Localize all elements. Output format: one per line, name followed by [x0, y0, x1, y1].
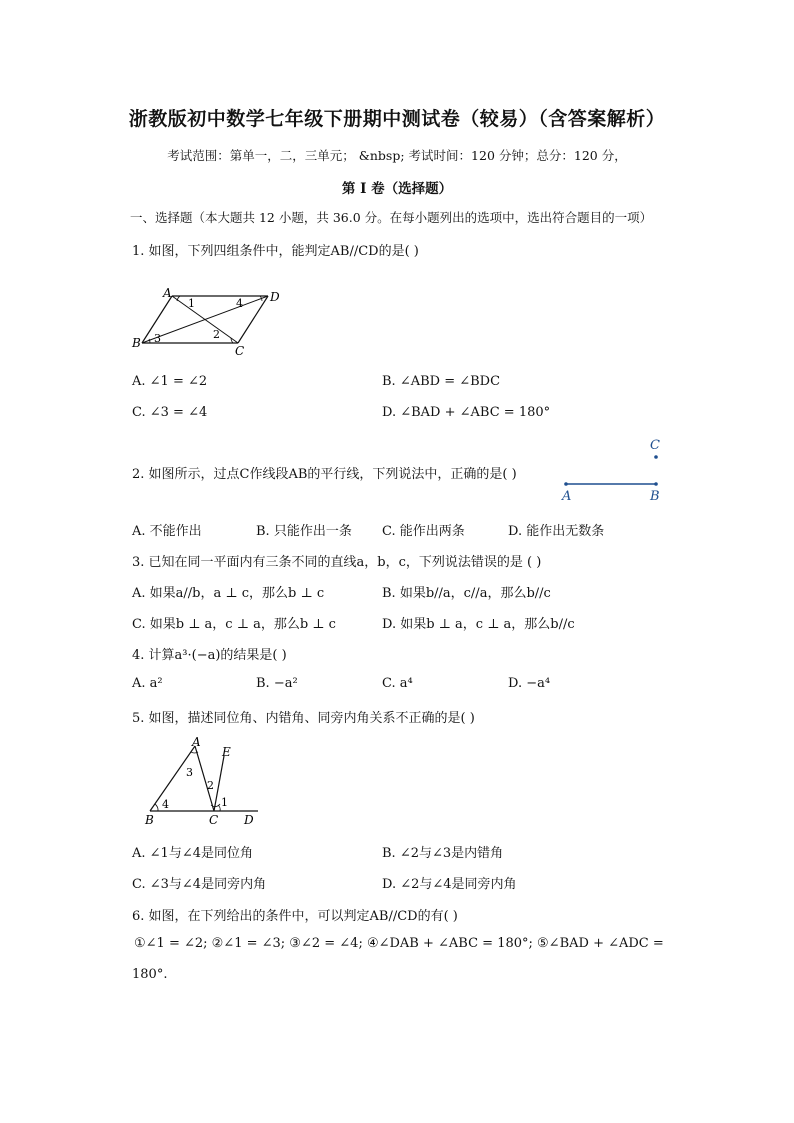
- angle-label-2: 2: [213, 328, 220, 341]
- q2-option-d: D. 能作出无数条: [508, 524, 605, 539]
- question-1-figure: [130, 285, 290, 360]
- label-C: C: [209, 813, 219, 827]
- question-2-stem: 2. 如图所示，过点C作线段AB的平行线，下列说法中，正确的是( ): [132, 467, 517, 482]
- angle-label-4: 4: [236, 297, 243, 310]
- q2-option-c: C. 能作出两条: [382, 524, 465, 539]
- q3-option-a: A. 如果a//b，a ⊥ c，那么b ⊥ c: [132, 586, 325, 601]
- q5-option-d: D. ∠2与∠4是同旁内角: [382, 877, 517, 892]
- angle-label-3: 3: [186, 766, 193, 779]
- question-1-stem: 1. 如图，下列四组条件中，能判定AB//CD的是( ): [132, 244, 419, 259]
- part-title: 第 I 卷（选择题）: [341, 181, 453, 197]
- question-3-stem: 3. 已知在同一平面内有三条不同的直线a，b，c，下列说法错误的是 ( ): [132, 555, 542, 570]
- angle-label-1: 1: [221, 796, 228, 809]
- label-D: D: [270, 290, 280, 304]
- q5-option-c: C. ∠3与∠4是同旁内角: [132, 877, 267, 892]
- q2-option-b: B. 只能作出一条: [256, 524, 352, 539]
- question-2-figure: [555, 432, 670, 508]
- page-title: 浙教版初中数学七年级下册期中测试卷（较易）（含答案解析）: [128, 108, 666, 130]
- label-A: A: [562, 489, 572, 504]
- q3-option-b: B. 如果b//a，c//a，那么b//c: [382, 586, 551, 601]
- label-A: A: [163, 286, 172, 300]
- label-B: B: [650, 489, 660, 504]
- angle-label-1: 1: [188, 297, 195, 310]
- q1-option-a: A. ∠1 = ∠2: [132, 374, 208, 389]
- angle-label-2: 2: [207, 779, 214, 792]
- exam-info: 考试范围：第单一，二，三单元； &nbsp; 考试时间：120 分钟；总分：120 分，: [167, 148, 627, 163]
- section-header: 一、选择题（本大题共 12 小题，共 36.0 分。在每小题列出的选项中，选出符合题目的一项）: [130, 210, 653, 225]
- q3-option-c: C. 如果b ⊥ a，c ⊥ a，那么b ⊥ c: [132, 617, 336, 632]
- question-5-figure: [140, 736, 265, 830]
- q5-option-b: B. ∠2与∠3是内错角: [382, 846, 504, 861]
- label-E: E: [222, 745, 231, 759]
- q2-option-a: A. 不能作出: [132, 524, 202, 539]
- q5-option-a: A. ∠1与∠4是同位角: [132, 846, 253, 861]
- label-D: D: [244, 813, 254, 827]
- question-6-stem: 6. 如图，在下列给出的条件中，可以判定AB//CD的有( ): [132, 909, 458, 924]
- q6-conditions-line2: 180°.: [132, 967, 168, 982]
- q1-option-d: D. ∠BAD + ∠ABC = 180°: [382, 405, 551, 420]
- label-B: B: [145, 813, 154, 827]
- angle-label-3: 3: [154, 332, 161, 345]
- label-C: C: [650, 438, 660, 453]
- q4-option-c: C. a⁴: [382, 676, 413, 691]
- question-4-stem: 4. 计算a³·(−a)的结果是( ): [132, 648, 287, 663]
- label-B: B: [132, 336, 141, 350]
- q1-option-b: B. ∠ABD = ∠BDC: [382, 374, 501, 389]
- q4-option-b: B. −a²: [256, 676, 298, 691]
- question-5-stem: 5. 如图，描述同位角、内错角、同旁内角关系不正确的是( ): [132, 711, 475, 726]
- label-A: A: [192, 736, 201, 749]
- q4-option-a: A. a²: [132, 676, 163, 691]
- label-C: C: [235, 344, 245, 358]
- angle-label-4: 4: [162, 798, 169, 811]
- q1-option-c: C. ∠3 = ∠4: [132, 405, 208, 420]
- q4-option-d: D. −a⁴: [508, 676, 551, 691]
- q3-option-d: D. 如果b ⊥ a，c ⊥ a，那么b//c: [382, 617, 575, 632]
- q6-conditions-line1: ①∠1 = ∠2; ②∠1 = ∠3; ③∠2 = ∠4; ④∠DAB + ∠ABC = 180°; ⑤∠BAD + ∠ADC =: [134, 936, 664, 951]
